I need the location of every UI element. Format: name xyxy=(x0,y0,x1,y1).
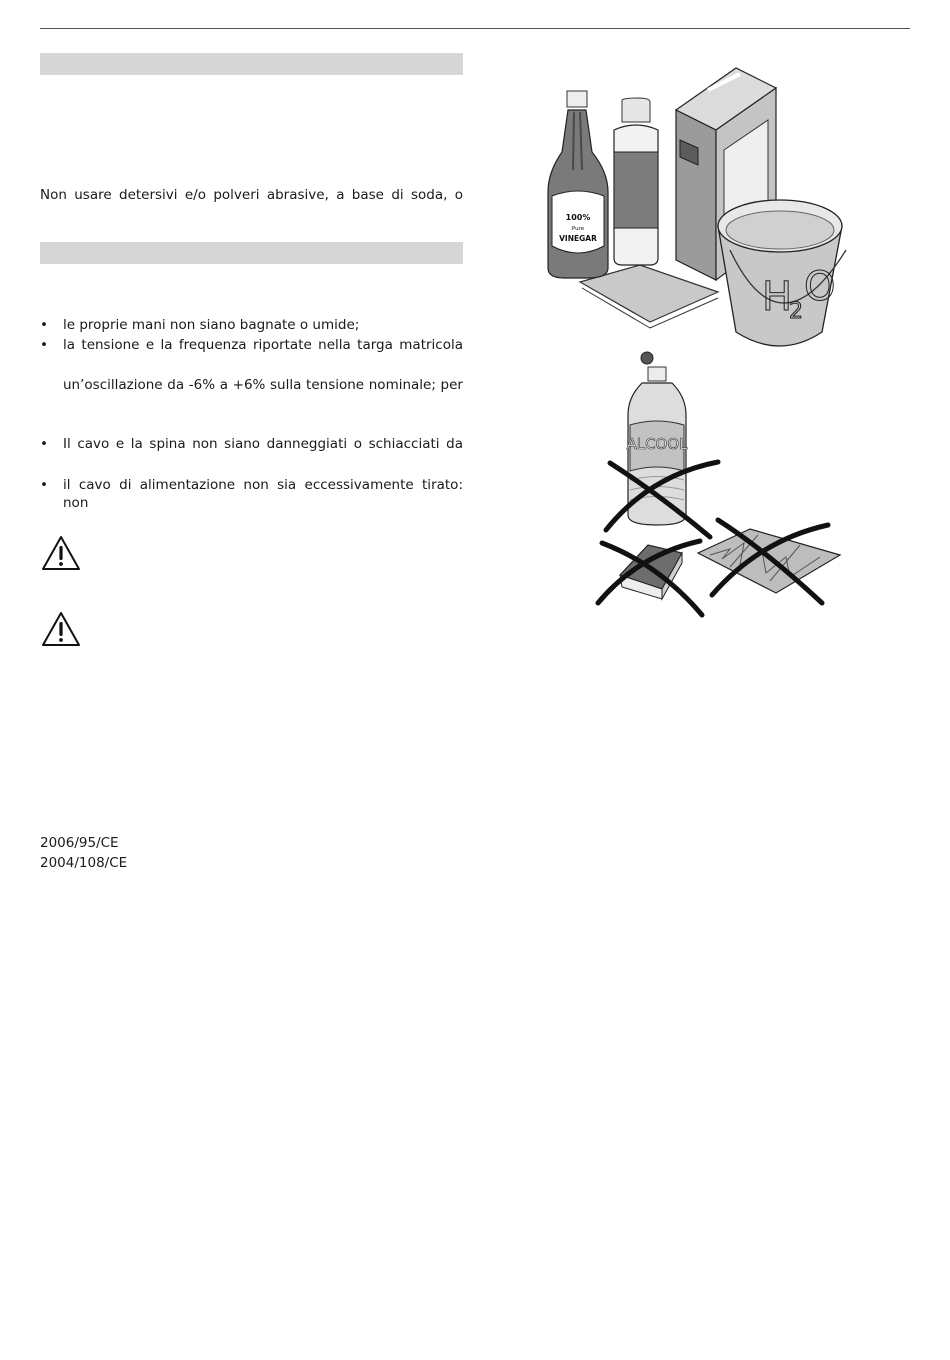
svg-text:O: O xyxy=(804,264,836,310)
svg-text:ALCOOL: ALCOOL xyxy=(626,435,688,453)
bullet-voltage-line2: un’oscillazione da -6% a +6% sulla tensione nominale; per xyxy=(63,377,463,393)
warning-triangle-icon xyxy=(40,610,82,648)
section-bar-safety xyxy=(40,242,463,264)
detergent-bottle-icon xyxy=(614,98,658,265)
svg-text:H: H xyxy=(762,274,793,320)
section-bar-cleaning xyxy=(40,53,463,75)
directive-emc: 2004/108/CE xyxy=(40,855,128,871)
water-bucket-icon xyxy=(718,200,846,346)
vinegar-bottle-icon xyxy=(548,91,608,278)
forbidden-cleaning-products-illustration xyxy=(590,345,845,620)
directive-low-voltage: 2006/95/CE xyxy=(40,835,119,851)
bullet-cable-tension: il cavo di alimentazione non sia eccessivamente tirato: non xyxy=(63,477,463,511)
bullet-cable-plug: Il cavo e la spina non siano danneggiati o schiacciati da xyxy=(63,436,463,452)
bullet-marker: • xyxy=(40,436,48,452)
header-rule xyxy=(40,28,910,29)
allowed-cleaning-products-illustration xyxy=(540,60,860,360)
bullet-hands-dry: le proprie mani non siano bagnate o umide; xyxy=(63,317,360,333)
svg-text:Pure: Pure xyxy=(571,226,585,232)
bullet-marker: • xyxy=(40,337,48,353)
warning-triangle-icon xyxy=(40,534,82,572)
bullet-marker: • xyxy=(40,317,48,333)
bullet-marker: • xyxy=(40,477,48,493)
cleaning-paragraph: Non usare detersivi e/o polveri abrasive, a base di soda, o xyxy=(40,187,463,203)
svg-text:2: 2 xyxy=(789,299,803,324)
svg-text:100%: 100% xyxy=(565,213,591,222)
bullet-voltage-line1: la tensione e la frequenza riportate nella targa matricola xyxy=(63,337,463,353)
svg-text:VINEGAR: VINEGAR xyxy=(559,234,597,243)
